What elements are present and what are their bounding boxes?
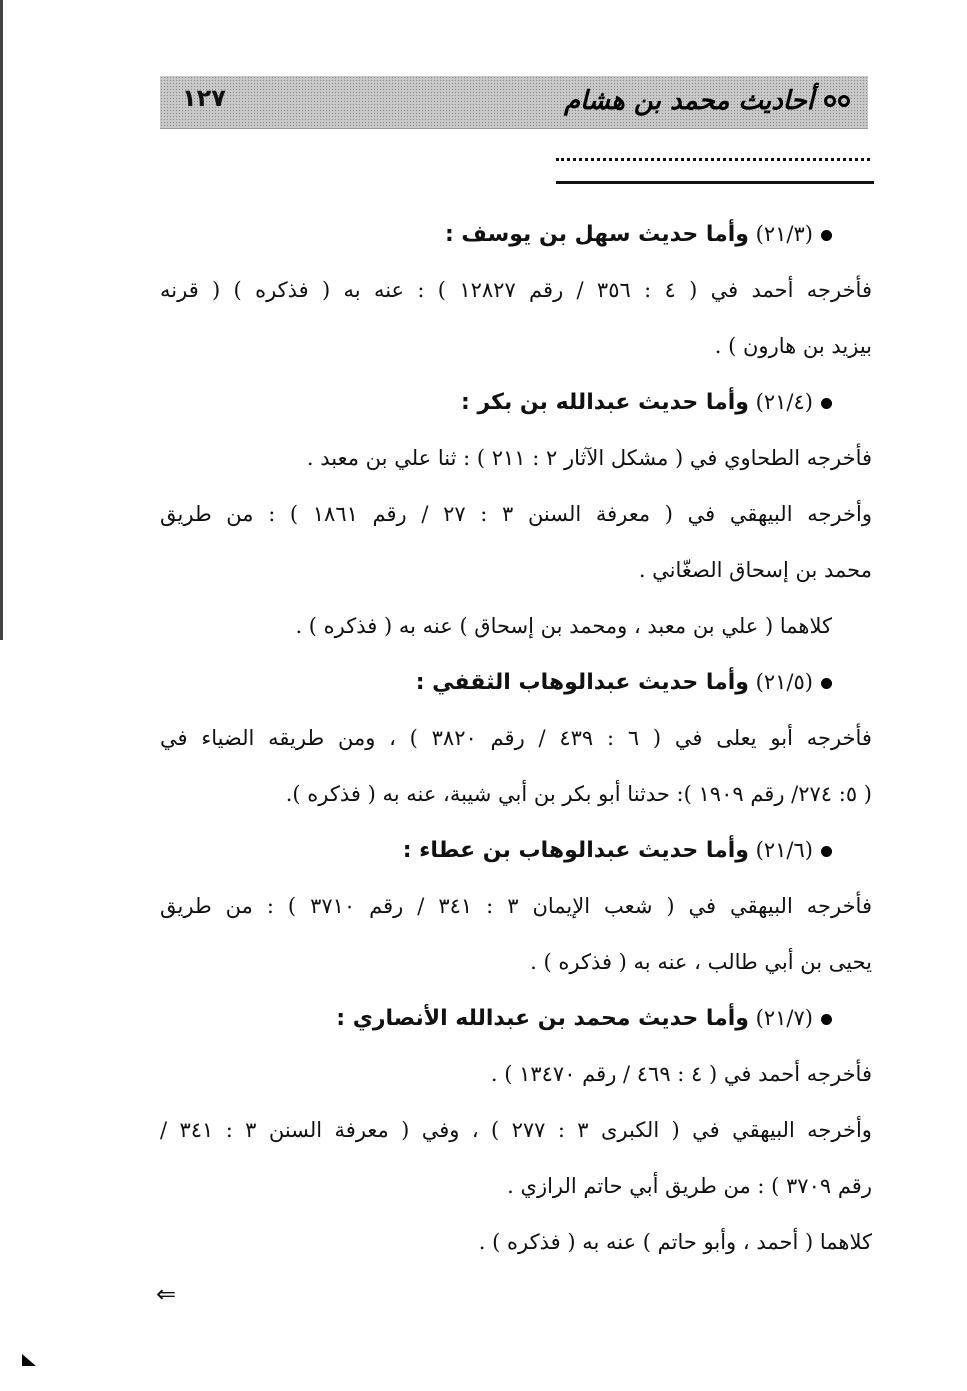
bullet-icon: [821, 846, 832, 857]
section-heading: [160, 822, 872, 878]
section-title: وأما حديث محمد بن عبدالله الأنصاري :: [336, 1006, 749, 1031]
section-number: (٢١/٦): [755, 838, 813, 862]
section-title: وأما حديث عبدالوهاب الثقفي :: [415, 670, 749, 695]
text-line: وأخرجه البيهقي في ( الكبرى ٣ : ٢٧٧ ) ، وفي ( معرفة السنن ٣ : ٣٤١ /: [160, 1118, 872, 1142]
text-line: كلاهما ( علي بن معبد ، ومحمد بن إسحاق ) عنه به ( فذكره ) .: [295, 614, 832, 638]
text-line: رقم ٣٧٠٩ ) : من طريق أبي حاتم الرازي .: [507, 1174, 872, 1198]
page-number: ١٢٧: [182, 84, 226, 112]
page-body: [160, 206, 872, 1270]
triangle-icon: [22, 1354, 36, 1366]
page-header: [160, 76, 868, 129]
bullet-icon: [821, 678, 832, 689]
bullet-icon: [821, 230, 832, 241]
text-line: فأخرجه أحمد في ( ٤ : ٤٦٩ / رقم ١٣٤٧٠ ) .: [490, 1062, 872, 1086]
section-heading: [160, 654, 872, 710]
bullet-icon: [821, 1014, 832, 1025]
text-line: وأخرجه البيهقي في ( معرفة السنن ٣ : ٢٧ / رقم ١٨٦١ ) : من طريق: [160, 502, 872, 526]
dotted-divider: [556, 158, 870, 161]
bullet-icon: [821, 398, 832, 409]
text-line: فأخرجه أحمد في ( ٤ : ٣٥٦ / رقم ١٢٨٢٧ ) : عنه به ( فذكره ) ( قرنه: [160, 278, 872, 302]
solid-divider: [556, 181, 874, 184]
text-line: ( ٥: ٢٧٤/ رقم ١٩٠٩ ): حدثنا أبو بكر بن أبي شيبة، عنه به ( فذكره ).: [285, 782, 872, 806]
double-ring-icon: [824, 95, 850, 107]
section-heading: [160, 990, 872, 1046]
section-heading: [160, 206, 872, 262]
section-title: وأما حديث عبدالله بن بكر :: [461, 390, 749, 415]
text-line: فأخرجه البيهقي في ( شعب الإيمان ٣ : ٣٤١ / رقم ٣٧١٠ ) : من طريق: [160, 894, 872, 918]
text-line: كلاهما ( أحمد ، وأبو حاتم ) عنه به ( فذكره ) .: [478, 1230, 872, 1254]
section-number: (٢١/٣): [755, 222, 813, 246]
section-title: وأما حديث عبدالوهاب بن عطاء :: [402, 838, 749, 863]
section-number: (٢١/٧): [755, 1006, 813, 1030]
section-title: وأما حديث سهل بن يوسف :: [444, 222, 749, 247]
text-line: فأخرجه أبو يعلى في ( ٦ : ٤٣٩ / رقم ٣٨٢٠ ) ، ومن طريقه الضياء في: [160, 726, 872, 750]
section-heading: [160, 374, 872, 430]
section-number: (٢١/٤): [755, 390, 813, 414]
text-line: فأخرجه الطحاوي في ( مشكل الآثار ٢ : ٢١١ ) : ثنا علي بن معبد .: [306, 446, 872, 470]
scan-edge: [0, 0, 3, 640]
running-title-text: أحاديث محمد بن هشام: [563, 86, 814, 116]
running-title: [564, 86, 850, 116]
text-line: يحيى بن أبي طالب ، عنه به ( فذكره ) .: [530, 950, 872, 974]
next-page-arrow-icon: ⇐: [156, 1280, 177, 1308]
text-line: بيزيد بن هارون ) .: [714, 334, 872, 358]
text-line: محمد بن إسحاق الصغّاني .: [638, 558, 872, 582]
section-number: (٢١/٥): [755, 670, 813, 694]
